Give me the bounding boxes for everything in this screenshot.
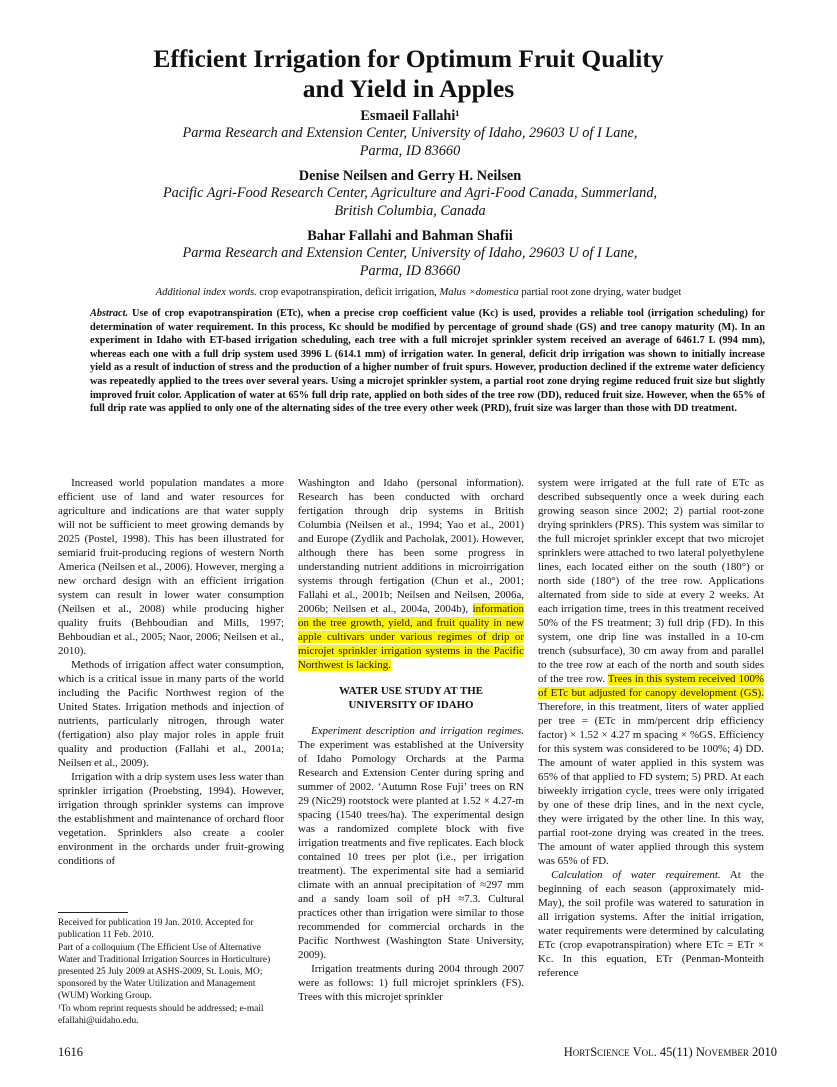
footnote-received: Received for publication 19 Jan. 2010. Accepted for publication 11 Feb. 2010. [58,918,254,940]
title-line-1: Efficient Irrigation for Optimum Fruit Quality [153,44,664,73]
index-words [60,286,777,300]
journal-citation: HortScience Vol. 45(11) November 2010 [563,1045,777,1059]
highlighted-text: Trees in this system received 100% of ETc but adjusted for canopy development (GS). [538,673,764,699]
highlighted-text: information on the tree growth, yield, and fruit quality in new apple cultivars under various regimes of drip or microjet sprinkler irrigation systems in the Pacific Northwest is lacking. [298,603,524,671]
author-block-2 [70,168,750,220]
body-paragraph [298,476,524,672]
paragraph-text: system were irrigated at the full rate of ETc as described subsequently once a week during each growing season since 2002; 2) partial root-zone drying sprinklers (PRS). This system was similar to the full microjet sprinkler except that two microjet sprinklers were attached to two lateral polyethylene lines, each located either on the south (180°) or north side (180°) of the tree row. Applications alternated from side to side at every 2 weeks. At each irrigation time, trees in this treatment received 50% of the FS treatment; 3) full drip (FD). In this system, one drip line was installed in a 10-cm trench (subsurface), 30 cm away from and parallel to the tree row at each of the north and south sides of the tree row. [538,477,764,685]
section-heading [298,684,524,712]
body-column-1 [58,476,284,868]
abstract-text: Use of crop evapotranspiration (ETc), when a precise crop coefficient value (Kc) is used, provides a reliable tool (irrigation scheduling) for determination of water requirement. In this process, Kc should be modified by percentage of ground shade (GS) and tree canopy maturity (M). In an experiment in Idaho with ET-based irrigation scheduling, each tree with a full microjet sprinkler system received an average of 6461.7 L (994 mm), whereas each one with a full drip system used 3996 L (614.1 mm) of irrigation water. In general, deficit drip irrigation was shown to initially increase yield as a result of induction of stress and the production of a higher number of fruit spurs. However, production declined if the extreme water deficiency was repeatedly applied to the trees over several years. Using a microjet sprinkler system, a partial root zone drying regime reduced fruit size but slightly improved fruit color. Application of water at 65% full drip rate, applied on both sides of the tree row (DD), reduced fruit size. However, when the 65% of full drip rate was applied to only one of the alternating sides of the tree every other week (PRD), fruit size was larger than those with DD treatment. [90,308,765,415]
heading-line: WATER USE STUDY AT THE [338,685,484,697]
author-affiliation [70,125,750,160]
title-line-2: and Yield in Apples [302,74,515,103]
body-paragraph [538,868,764,980]
body-paragraph: Irrigation with a drip system uses less water than sprinkler irrigation (Proebsting, 1994). However, irrigation through sprinkler systems can improve the establishment and maintenance of orchard floor vegetation. Sprinklers also create a cooler environment in the orchards under fruit-growing conditions of [58,771,285,867]
author-block-3 [70,228,750,280]
affiliation-line: British Columbia, Canada [334,202,486,219]
index-words-species: Malus ×domestica [439,287,519,298]
affiliation-line: Parma, ID 83660 [359,142,461,159]
article-title [60,44,757,104]
author-block-1 [70,108,750,160]
index-words-label: Additional index words. [155,287,257,298]
abstract [90,307,765,416]
affiliation-line: Pacific Agri-Food Research Center, Agriculture and Agri-Food Canada, Summerland, [162,185,658,201]
footnotes [58,912,284,1028]
body-paragraph: Increased world population mandates a more efficient use of land and water resources for agriculture and indications are that water supply will not be sufficient to meet growing demands by 2025 (Postel, 1998). This has been illustrated for semiarid fruit-producing regions of western North America (Neilsen et al., 2006). However, merging a new orchard design with an efficient irrigation system can result in lower water consumption (Neilsen et al., 2008) while producing higher quality fruits (Behboudian and Mills, 1997; Behboudian et al., 2005; Naor, 2006; Neilsen et al., 2010). [58,477,284,657]
author-affiliation [70,185,750,220]
body-column-2 [298,476,524,1004]
author-name: Bahar Fallahi and Bahman Shafii [307,228,513,244]
heading-line: UNIVERSITY OF IDAHO [348,699,474,711]
paragraph-text: Therefore, in this treatment, liters of water applied per tree = (ETc in mm/percent drip efficiency factor) × 1.52 × 4.27 m spacing × %GS. Efficiency for this system was considered to be 100%; 4) DD. The amount of water applied in this system was 65% of that applied to FD system; 5) PRD. At each biweekly irrigation cycle, trees were only irrigated by one of these drip lines, and in the next cycle, they were irrigated by the other line. In this way, partial root-zone drying was created in the trees. The amount of water applied through this system was 65% of FD. [538,701,764,867]
run-in-heading: Experiment description and irrigation regimes. [311,725,524,737]
footnote-colloquium: Part of a colloquium (The Efficient Use of Alternative Water and Traditional Irrigation Sources in Horticulture) presented 25 July 2009 at ASHS-2009, St. Louis, MO; sponsored by the Water Utilization and Management (WUM) Working Group. [58,943,271,1001]
abstract-label: Abstract. [90,308,129,319]
page-number: 1616 [58,1045,83,1059]
body-column-3 [538,476,764,980]
body-paragraph: Methods of irrigation affect water consumption, which is a critical issue in many parts of the world including the Pacific Northwest region of the United States. Irrigation methods and injection of nutrients, particularly nitrogen, through water (fertigation) also play major roles in apple fruit quality and production (Fallahi et al., 2001a; Neilsen et al., 2009). [58,659,284,769]
paragraph-text: Washington and Idaho (personal information). Research has been conducted with orchard fertigation through drip systems in British Columbia (Neilsen et al., 1994; Yao et al., 2001) and Europe (Zydlik and Pacholak, 2001). However, although there has been some progress in understanding nutrient additions in microirrigation systems through fertigation (Chun et al., 2001; Fallahi et al., 2001b; Neilsen and Neilsen, 2006a, 2006b; Neilsen et al., 2004a, 2004b), [298,477,524,615]
body-paragraph [538,476,764,868]
author-name: Denise Neilsen and Gerry H. Neilsen [298,168,522,184]
body-paragraph [298,724,524,962]
author-list [70,108,750,288]
footnote-rule [58,912,128,913]
paragraph-text: At the beginning of each season (approximately mid-May), the soil profile was watered to saturation in all irrigation systems. After the initial irrigation, water requirements were determined by calculating ETc (crop evapotranspiration) where ETc = ETr × Kc. In this equation, ETr (Penman-Monteith reference [538,869,764,979]
affiliation-line: Parma, ID 83660 [359,262,461,279]
body-paragraph: Irrigation treatments during 2004 through 2007 were as follows: 1) full microjet sprinklers (FS). Trees with this microjet sprinkler [298,963,524,1003]
run-in-heading: Calculation of water requirement. [551,869,721,881]
paragraph-text: The experiment was established at the University of Idaho Pomology Orchards at the Parma Research and Extension Center during spring and summer of 2002. ‘Autumn Rose Fuji’ trees on RN 29 (Nic29) rootstock were planted at 1.52 × 4.27-m spacing (1540 trees/ha). The experimental design was a randomized complete block with five irrigation treatments and five replicates. Each block contained 10 trees per plot (i.e., per irrigation treatment). The experimental site had a semiarid climate with an annual precipitation of ≈297 mm and a sandy loam soil of pH ≈7.3. Cultural practices other than irrigation were similar to those recommended for commercial orchards in the Pacific Northwest (Washington State University, 2009). [298,739,524,961]
index-words-text: partial root zone drying, water budget [521,287,682,298]
affiliation-line: Parma Research and Extension Center, University of Idaho, 29603 U of I Lane, [182,245,638,261]
index-words-text: crop evapotranspiration, deficit irrigation, [259,287,437,298]
affiliation-line: Parma Research and Extension Center, University of Idaho, 29603 U of I Lane, [182,125,638,141]
author-name: Esmaeil Fallahi¹ [360,108,460,124]
author-affiliation [70,245,750,280]
footnote-reprint: ¹To whom reprint requests should be addressed; e-mail efallahi@uidaho.edu. [58,1004,264,1026]
